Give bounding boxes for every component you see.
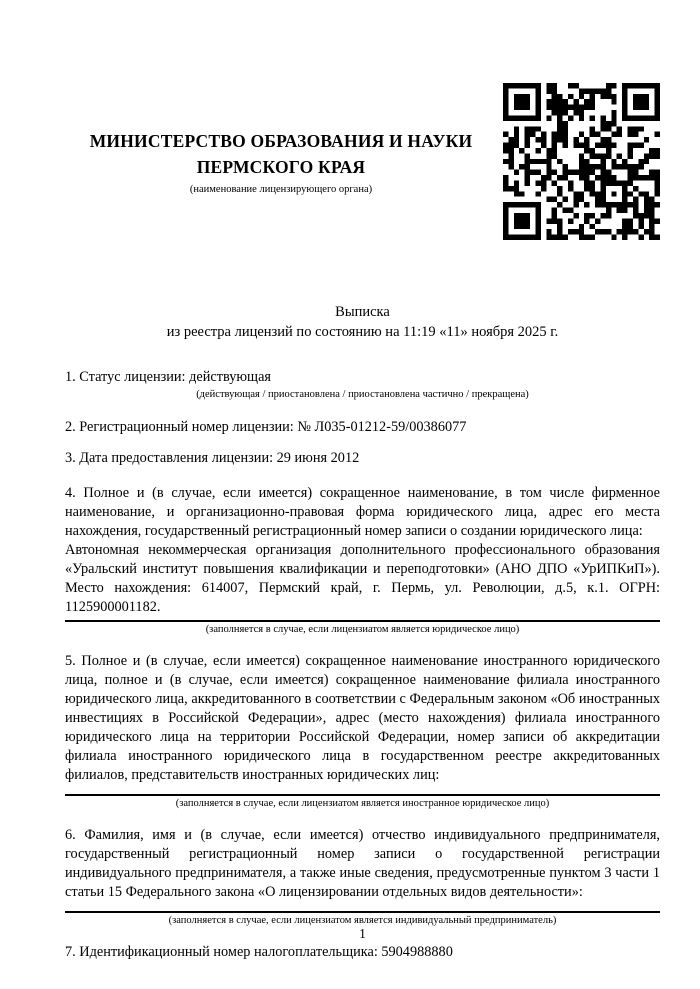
document-header (65, 83, 660, 240)
license-status-section (65, 368, 660, 401)
entrepreneur-section (65, 826, 660, 927)
grant-date-line: 3. Дата предоставления лицензии: 29 июня 2012 (65, 450, 360, 466)
legal-entity-value: Автономная некоммерческая организация дополнительного профессионального образования «Уральский институт повышения квалификации и переподготовки» (АНО ДПО «УрИПКиП»). Место нахождения: 614007, Пермский край, г. Пермь, ул. Революции, д.5, к.1. ОГРН: 1125900001182. (65, 542, 660, 615)
legal-entity-divider (65, 620, 660, 622)
title-line-1: Выписка (335, 304, 390, 320)
authority-name-line2: ПЕРМСКОГО КРАЯ (196, 157, 366, 177)
qr-code-icon (503, 83, 660, 240)
registration-number-line: 2. Регистрационный номер лицензии: № Л035-01212-59/00386077 (65, 419, 467, 435)
taxpayer-number-line: 7. Идентификационный номер налогоплательщика: 5904988880 (65, 944, 453, 960)
legal-entity-label: 4. Полное и (в случае, если имеется) сокращенное наименование, в том числе фирменное наименование, и организационно-правовая форма юридического лица, адрес его места нахождения, государственный регистрационный номер записи о создании юридического лица: (65, 485, 660, 539)
foreign-entity-divider (65, 794, 660, 796)
entrepreneur-label: 6. Фамилия, имя и (в случае, если имеется) отчество индивидуального предпринимателя, государственный регистрационный номер записи о государственной регистрации индивидуального предпринимателя, а также иные сведения, предусмотренные пунктом 3 части 1 статьи 15 Федерального закона «О лицензировании отдельных видов деятельности»: (65, 827, 660, 900)
authority-name-caption: (наименование лицензирующего органа) (189, 184, 373, 195)
license-status-line: 1. Статус лицензии: действующая (65, 369, 271, 385)
legal-entity-caption: (заполняется в случае, если лицензиатом является юридическое лицо) (205, 624, 520, 635)
foreign-entity-section (65, 652, 660, 810)
foreign-entity-label: 5. Полное и (в случае, если имеется) сокращенное наименование иностранного юридического лица, полное и (в случае, если имеется) сокращенное наименование филиала иностранного юридического лица, аккредитованного в соответствии с Федеральным законом «Об иностранных инвестициях в Российской Федерации», адрес (место нахождения) филиала иностранного юридического лица на территории Российской Федерации, номер записи об аккредитации филиала иностранного юридического лица в государственном реестре аккредитованных филиалов, представительств иностранных юридических лиц: (65, 653, 660, 783)
entrepreneur-divider (65, 911, 660, 913)
foreign-entity-caption: (заполняется в случае, если лицензиатом является иностранное юридическое лицо) (175, 798, 550, 809)
legal-entity-section (65, 484, 660, 636)
authority-name-line1: МИНИСТЕРСТВО ОБРАЗОВАНИЯ И НАУКИ (89, 131, 473, 151)
title-line-2: из реестра лицензий по состоянию на 11:19 «11» ноября 2025 г. (166, 324, 559, 340)
entrepreneur-caption: (заполняется в случае, если лицензиатом является индивидуальный предприниматель) (168, 915, 557, 926)
license-status-caption: (действующая / приостановлена / приостановлена частично / прекращена) (196, 389, 529, 400)
page-number: 1 (359, 926, 366, 941)
licensing-authority-block (65, 83, 497, 196)
document-title (65, 302, 660, 342)
